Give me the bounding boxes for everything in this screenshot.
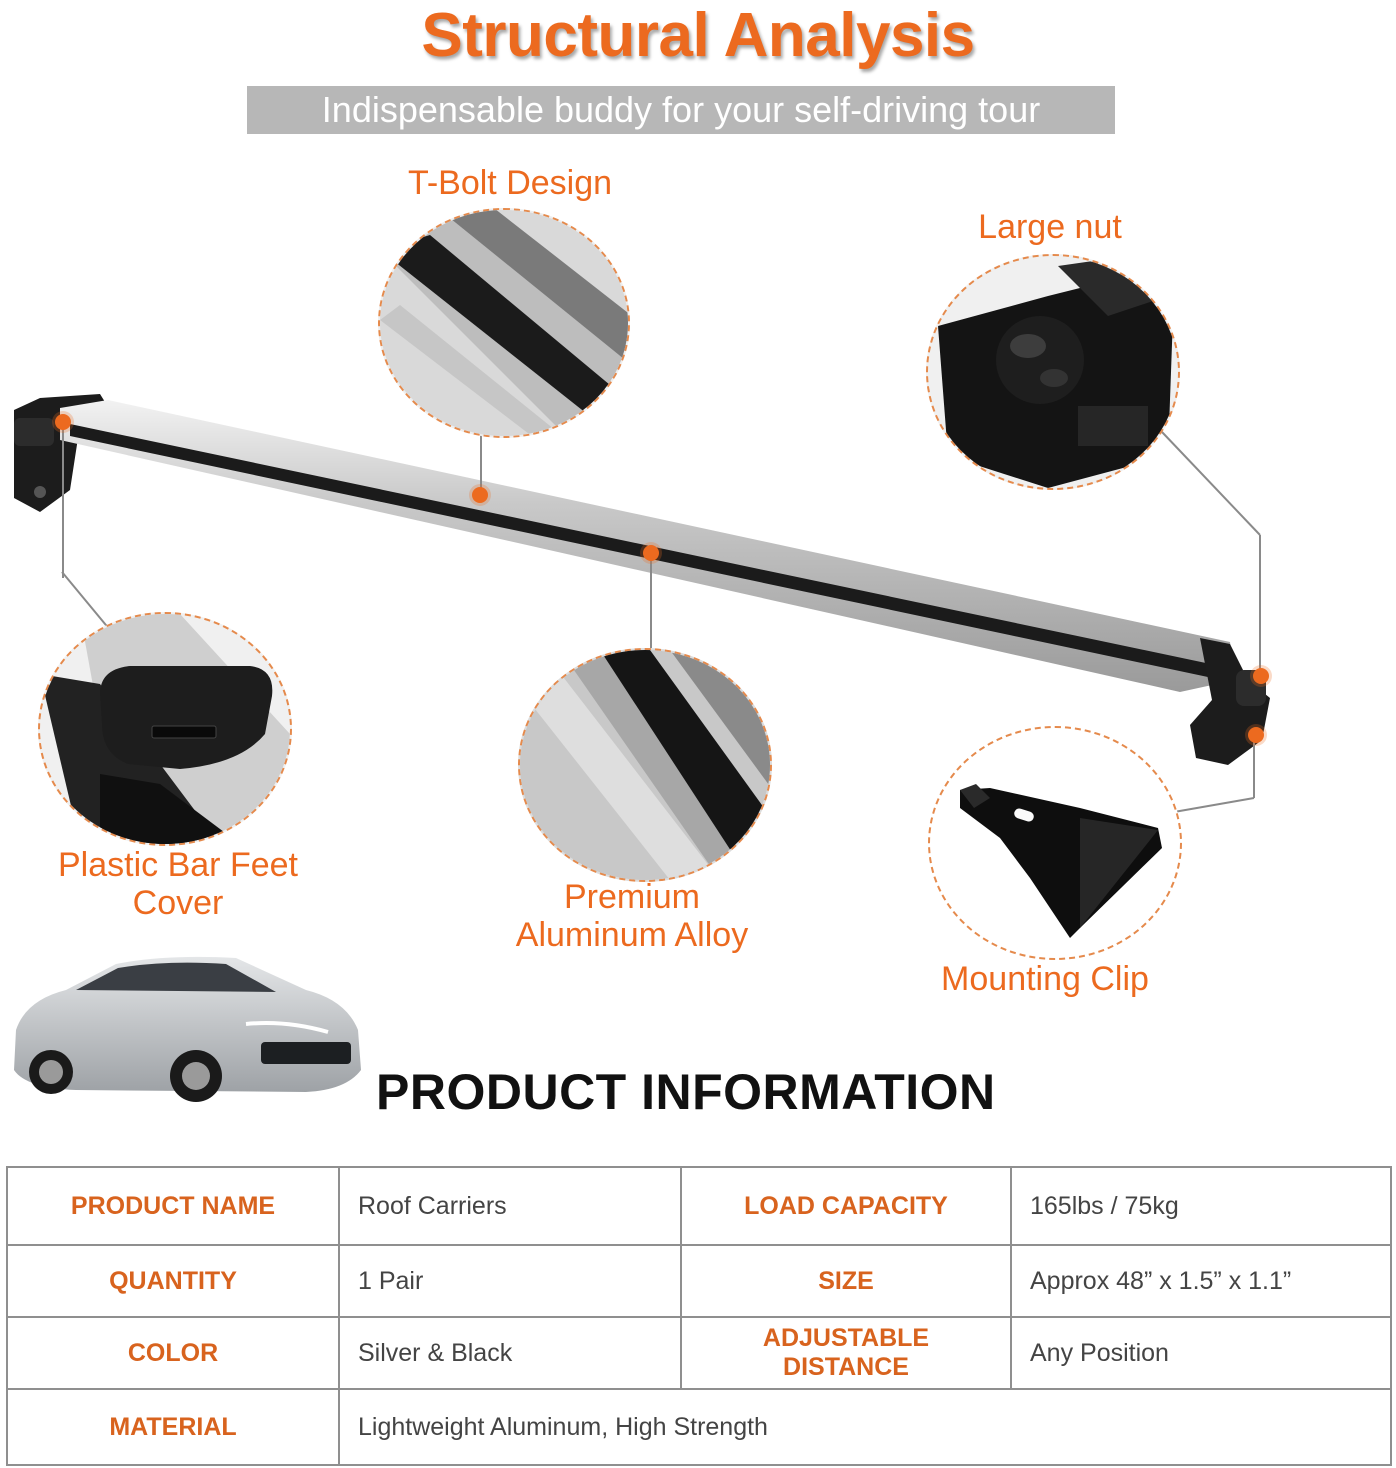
feet-dot [55,414,71,430]
plastic-feet-label-line1: Plastic Bar Feet [58,846,298,884]
load-capacity-value: 165lbs / 75kg [1011,1167,1391,1245]
nut-leader [1160,430,1270,680]
mounting-clip-closeup [928,726,1182,960]
material-label: MATERIAL [7,1389,339,1465]
alloy-closeup [518,648,772,882]
clip-leader [1170,730,1270,820]
plastic-feet-label [28,846,328,922]
nut-dot [1253,668,1269,684]
t-bolt-leader [480,430,482,495]
table-row [7,1245,1391,1317]
adjustable-distance-label: ADJUSTABLE DISTANCE [681,1317,1011,1389]
alloy-label-line2: Aluminum Alloy [515,916,749,954]
t-bolt-closeup [378,208,630,438]
large-nut-closeup [926,254,1180,490]
car-image [6,950,366,1110]
table-row [7,1389,1391,1465]
feet-leader [62,428,64,578]
alloy-leader [650,560,652,648]
t-bolt-dot [472,487,488,503]
alloy-label [482,878,782,954]
large-nut-label: Large nut [978,208,1122,246]
load-capacity-label: LOAD CAPACITY [681,1167,1011,1245]
bar-feet-closeup [38,612,292,846]
quantity-label: QUANTITY [7,1245,339,1317]
page-title: Structural Analysis [421,1,975,70]
size-value: Approx 48” x 1.5” x 1.1” [1011,1245,1391,1317]
table-row [7,1167,1391,1245]
mounting-clip-label: Mounting Clip [941,960,1149,998]
alloy-dot [643,545,659,561]
quantity-value: 1 Pair [339,1245,681,1317]
table-row [7,1317,1391,1389]
subtitle-band: Indispensable buddy for your self-driving tour [247,86,1115,134]
color-value: Silver & Black [339,1317,681,1389]
t-bolt-label: T-Bolt Design [407,164,613,202]
plastic-feet-label-line2: Cover [132,884,224,922]
clip-dot [1248,727,1264,743]
color-label: COLOR [7,1317,339,1389]
product-name-label: PRODUCT NAME [7,1167,339,1245]
adjustable-distance-value: Any Position [1011,1317,1391,1389]
material-value: Lightweight Aluminum, High Strength [339,1389,1391,1465]
product-info-heading: PRODUCT INFORMATION [376,1064,996,1120]
alloy-label-line1: Premium [563,878,701,916]
product-name-value: Roof Carriers [339,1167,681,1245]
size-label: SIZE [681,1245,1011,1317]
product-info-table [6,1166,1392,1466]
